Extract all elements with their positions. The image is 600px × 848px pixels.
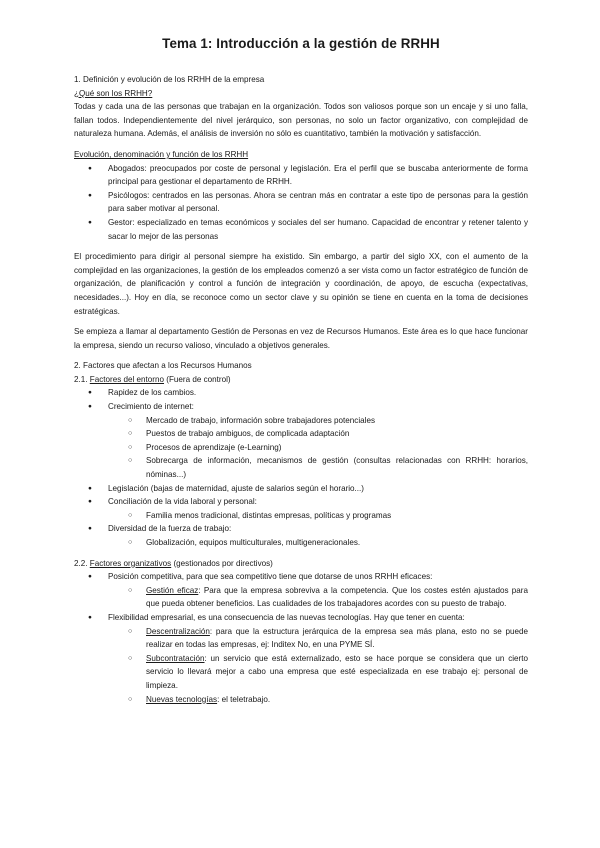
subsection-2-2-heading [74,557,528,571]
section-1-heading: 1. Definición y evolución de los RRHH de la empresa [74,75,265,84]
conciliation-sublist [124,509,528,523]
sublist-item: ○ Puestos de trabajo ambiguos, de complicada adaptación [124,427,528,441]
list-item-text: Crecimiento de internet: [108,402,194,412]
list-item: ● Abogados: preocupados por coste de personal y legislación. Era el perfil que se buscaba anteriormente de forma principal para gestionar el departamento de RRHH. [74,162,528,189]
environment-factors-list [74,386,528,549]
sublist-item: ○ Sobrecarga de información, mecanismos de gestión (consultas relacionadas con RRHH: horarios, nóminas...) [124,454,528,481]
term: Nuevas tecnologías [146,694,218,704]
term: Subcontratación [146,653,205,663]
evolution-list [74,162,528,244]
subsection-note: (Fuera de control) [166,374,231,384]
term: Gestión eficaz [146,585,199,595]
internet-sublist [124,414,528,482]
subsection-note: (gestionados por directivos) [173,558,273,568]
list-item [74,386,528,400]
evolution-heading: Evolución, denominación y función de los RRHH [74,149,249,159]
paragraph-definition: Todas y cada una de las personas que trabajan en la organización. Todos son valiosos porque son un encaje y si uno falla, fallan todos. Independientemente del nivel jerárquico, son personas, no solo un factor organizativo, con complejidad de naturaleza humana. Además, el análisis de inversión no sólo es cuantitativo, también la motivación y satisfacción. [74,102,528,139]
list-item [74,611,528,706]
sublist-item: ○ Procesos de aprendizaje (e-Learning) [124,441,528,455]
sublist-item [124,584,528,611]
paragraph-naming: Se empieza a llamar al departamento Gestión de Personas en vez de Recursos Humanos. Este área es lo que hace funcionar la empresa, siendo un recurso valioso, vinculado a objetivos generales. [74,327,528,350]
flexibility-sublist [124,625,528,707]
sublist-item [124,693,528,707]
diversity-sublist [124,536,528,550]
list-item-text: Posición competitiva, para que sea competitivo tiene que dotarse de unos RRHH eficaces: [108,572,433,582]
term-text: : Para que la empresa sobreviva a la competencia. Que los costes estén ajustados para que pueda obtener beneficios. Las cualidades de los trabajadores acordes con su puesto de trabajo. [146,585,528,609]
sublist-item [124,652,528,693]
list-item [74,570,528,611]
subsection-2-1-heading [74,373,528,387]
list-item [74,400,528,482]
list-item: ● Gestor: especializado en temas económicos y sociales del ser humano. Capacidad de encontrar y retener talento y sacar lo mejor de las personas [74,216,528,243]
list-item [74,482,528,496]
subsection-number: 2.1. [74,374,88,384]
list-item-text: Conciliación de la vida laboral y personal: [108,497,257,507]
term-text: : el teletrabajo. [217,694,271,704]
sublist-item [124,625,528,652]
list-item-text: Diversidad de la fuerza de trabajo: [108,524,232,534]
paragraph-history: El procedimiento para dirigir al personal siempre ha existido. Sin embargo, a partir del siglo XX, con el aumento de la complejidad en las organizaciones, la gestión de los empleados comenzó a ser vista como un factor estratégico de función de organización, de planificación y control a función de integración y coordinación, de apoyo, de escucha (expectativas, necesidades...). Hoy en día, se reconoce como un sector clave y su opinión se tiene en cuenta en la toma de decisiones estratégicas. [74,252,528,316]
sublist-item: ○ Familia menos tradicional, distintas empresas, políticas y programas [124,509,528,523]
term-text: : un servicio que está externalizado, esto se hace porque se considera que un cierto servicio lo llevará mejor a cabo una empresa que esté especializada en ese trabajo ej: personal de limpieza. [146,653,528,690]
list-item-text: Rapidez de los cambios. [108,388,197,398]
subsection-title: Factores organizativos [89,558,172,568]
list-item [74,522,528,549]
term-text: : para que la estructura jerárquica de la empresa sea más plana, esto no se puede realizar en todas las empresas, ej: Inditex No, en una PYME SÍ. [146,626,528,650]
section-2-heading: 2. Factores que afectan a los Recursos Humanos [74,361,252,371]
organizational-factors-list [74,570,528,706]
subsection-number: 2.2. [74,558,88,568]
sublist-item: ○ Mercado de trabajo, información sobre trabajadores potenciales [124,414,528,428]
question-heading: ¿Qué son los RRHH? [74,88,153,98]
competitive-sublist [124,584,528,611]
term: Descentralización [146,626,210,636]
list-item: ● Psicólogos: centrados en las personas. Ahora se centran más en contratar a este tipo de personas para la gestión para saber motivar al personal. [74,189,528,216]
sublist-item: ○ Globalización, equipos multiculturales, multigeneracionales. [124,536,528,550]
subsection-title: Factores del entorno [89,374,165,384]
list-item [74,495,528,522]
list-item-text: Flexibilidad empresarial, es una consecuencia de las nuevas tecnologías. Hay que tener en cuenta: [108,612,465,622]
list-item-text: Legislación (bajas de maternidad, ajuste de salarios según el horario...) [108,483,365,493]
page-title: Tema 1: Introducción a la gestión de RRHH [162,36,440,51]
